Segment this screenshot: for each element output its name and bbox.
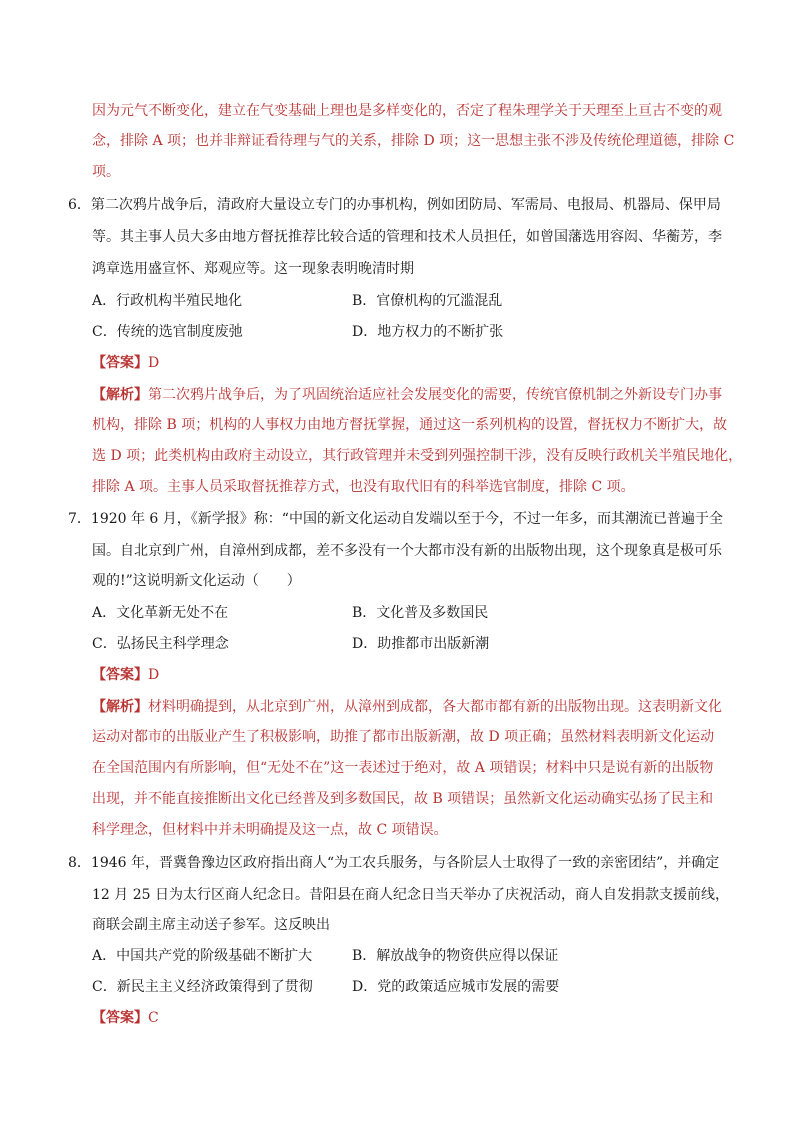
question-8-option-b: B．解放战争的物资供应得以保证 <box>352 948 559 964</box>
question-6-explanation: 排除 A 项。主事人员采取督抚推荐方式，也没有取代旧有的科举选官制度，排除 C 项。 <box>92 479 635 495</box>
question-8-stem: 8．1946 年，晋冀鲁豫边区政府指出商人“为工农兵服务，与各阶层人士取得了一致的亲密团结”，并确定 <box>68 855 720 871</box>
question-8-option-d: D．党的政策适应城市发展的需要 <box>352 979 560 995</box>
prev-explanation-line: 念，排除 A 项；也并非辩证看待理与气的关系，排除 D 项；这一思想主张不涉及传统伦理道德，排除 C <box>92 133 735 149</box>
question-6-option-c: C．传统的选官制度废弛 <box>92 324 243 340</box>
question-8-option-a: A．中国共产党的阶级基础不断扩大 <box>92 948 313 964</box>
question-6-stem: 6．第二次鸦片战争后，清政府大量设立专门的办事机构，例如团防局、军需局、电报局、机器局、保甲局 <box>68 197 721 213</box>
question-7-explanation: 在全国范围内有所影响，但“无处不在”这一表述过于绝对，故 A 项错误；材料中只是说有新的出版物 <box>92 760 714 776</box>
question-7-stem: 观的!”这说明新文化运动（ ） <box>92 573 301 589</box>
question-7-answer <box>92 665 159 685</box>
question-7-option-b: B．文化普及多数国民 <box>352 605 489 621</box>
answer-tag: 【答案】 <box>92 667 148 683</box>
prev-explanation-line: 项。 <box>92 164 120 180</box>
question-7-stem: 7．1920 年 6 月，《新学报》称：“中国的新文化运动自发端以至于今，不过一年多，而其潮流已普遍于全 <box>68 511 723 527</box>
question-7-option-d: D．助推都市出版新潮 <box>352 636 490 652</box>
prev-explanation-line: 因为元气不断变化，建立在气变基础上理也是多样变化的，否定了程朱理学关于天理至上亘古不变的观 <box>92 103 722 119</box>
question-6-stem: 鸿章选用盛宣怀、郑观应等。这一现象表明晚清时期 <box>92 261 414 277</box>
answer-value: D <box>148 355 160 371</box>
explanation-tag: 【解析】 <box>92 699 148 715</box>
question-7-explanation: 出现，并不能直接推断出文化已经普及到多数国民，故 B 项错误；虽然新文化运动确实弘扬了民主和 <box>92 791 714 807</box>
question-7-option-c: C．弘扬民主科学理念 <box>92 636 229 652</box>
question-8-option-c: C．新民主主义经济政策得到了贯彻 <box>92 979 313 995</box>
question-6-explanation: 机构，排除 B 项；机构的人事权力由地方督抚掌握，通过这一系列机构的设置，督抚权力不断扩大，故 <box>92 417 728 433</box>
question-6-option-b: B．官僚机构的冗滥混乱 <box>352 293 503 309</box>
question-7-explanation: 科学理念，但材料中并未明确提及这一点，故 C 项错误。 <box>92 822 448 838</box>
question-6-explanation: 选 D 项；此类机构由政府主动设立，其行政管理并未受到列强控制干涉，没有反映行政机关半殖民地化， <box>92 448 743 464</box>
question-8-answer <box>92 1008 159 1028</box>
question-8-stem: 12 月 25 日为太行区商人纪念日。昔阳县在商人纪念日当天举办了庆祝活动，商人自发捐款支援前线， <box>92 887 729 903</box>
question-6-explanation: 【解析】第二次鸦片战争后，为了巩固统治适应社会发展变化的需要，传统官僚机制之外新设专门办事 <box>92 387 722 403</box>
answer-tag: 【答案】 <box>92 355 148 371</box>
question-6-answer <box>92 353 159 373</box>
question-6-option-d: D．地方权力的不断扩张 <box>352 324 504 340</box>
question-7-option-a: A．文化革新无处不在 <box>92 605 229 621</box>
answer-value: C <box>148 1010 159 1026</box>
question-6-option-a: A．行政机构半殖民地化 <box>92 293 243 309</box>
question-7-stem: 国。自北京到广州，自漳州到成都，差不多没有一个大都市没有新的出版物出现，这个现象真是极可乐 <box>92 543 722 559</box>
answer-tag: 【答案】 <box>92 1010 148 1026</box>
answer-value: D <box>148 667 160 683</box>
explanation-tag: 【解析】 <box>92 387 148 403</box>
question-6-stem: 等。其主事人员大多由地方督抚推荐比较合适的管理和技术人员担任，如曾国藩选用容闳、华蘅芳，李 <box>92 229 722 245</box>
question-7-explanation: 运动对都市的出版业产生了积极影响，助推了都市出版新潮，故 D 项正确；虽然材料表明新文化运动 <box>92 729 715 745</box>
question-8-stem: 商联会副主席主动送子参军。这反映出 <box>92 917 330 933</box>
question-7-explanation: 【解析】材料明确提到，从北京到广州，从漳州到成都，各大都市都有新的出版物出现。这表明新文化 <box>92 699 722 715</box>
